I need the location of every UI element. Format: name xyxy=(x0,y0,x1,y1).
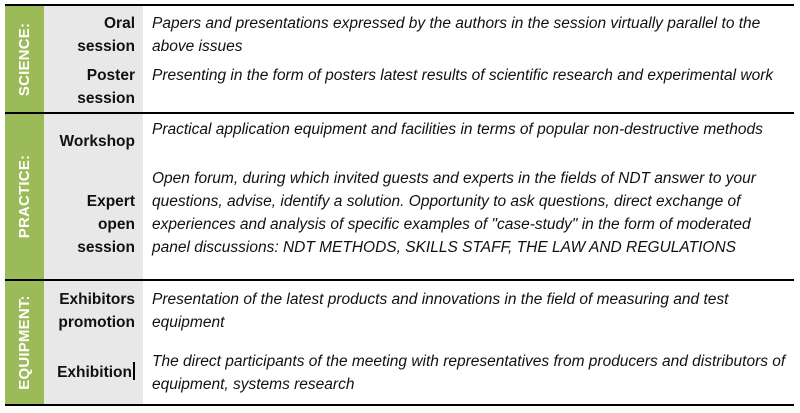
row-description: Presentation of the latest products and innovations in the field of measuring and test equipment xyxy=(152,291,729,331)
row-label-exhibitors-promotion: Exhibitors promotion xyxy=(58,291,135,331)
section-heading-text: PRACTICE: xyxy=(16,154,33,239)
row-description: Practical application equipment and facilities in terms of popular non-destructive methods xyxy=(152,121,763,138)
row-label-expert-open-session: Expert open session xyxy=(77,193,135,256)
section-heading-equipment xyxy=(5,281,44,404)
section-heading-text: SCIENCE: xyxy=(16,22,33,96)
label-column xyxy=(44,114,143,279)
row-description: The direct participants of the meeting with representatives from producers and distributors of equipment, systems research xyxy=(152,353,786,393)
row-label-workshop: Workshop xyxy=(59,133,135,150)
section-heading-practice xyxy=(5,114,44,279)
section-heading-text: EQUIPMENT: xyxy=(16,295,34,390)
row-description: Presenting in the form of posters latest results of scientific research and experimental work xyxy=(152,67,774,84)
row-label-oral-session: Oral session xyxy=(77,15,135,55)
row-description: Open forum, during which invited guests and experts in the fields of NDT answer to your questions, advise, identify a solution. Opportunity to ask questions, direct exchange of experiences and analysis of specific examples of "case-study" in the form of moderated panel discussions: NDT METHODS, SKILLS STAFF, THE LAW AND REGULATIONS xyxy=(152,170,756,256)
table-bottom-rule xyxy=(5,404,794,406)
label-column xyxy=(44,6,143,112)
row-label-exhibition: Exhibition xyxy=(57,361,135,384)
text-cursor xyxy=(133,362,135,380)
section-heading-science xyxy=(5,6,44,112)
row-description: Papers and presentations expressed by the authors in the session virtually parallel to the above issues xyxy=(152,15,761,55)
label-column xyxy=(44,281,143,404)
row-label-poster-session: Poster session xyxy=(77,67,135,107)
